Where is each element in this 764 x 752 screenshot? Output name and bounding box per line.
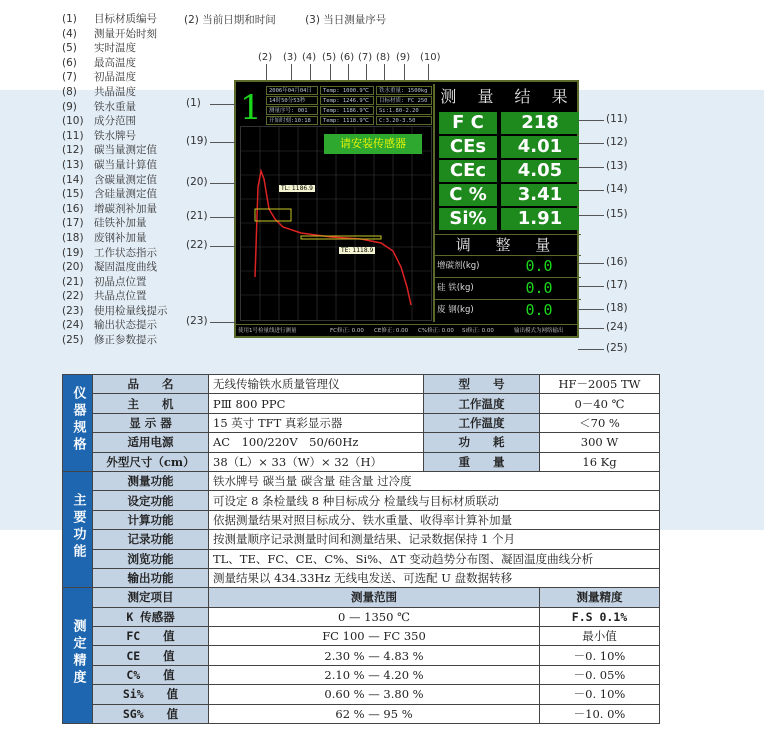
- callout-line: [578, 143, 604, 144]
- legend-number: (17): [62, 217, 84, 230]
- spec-value: 无线传输铁水质量管理仪: [209, 375, 424, 394]
- legend-text: 凝固温度曲线: [94, 261, 157, 274]
- ce-correction: CE修正: 0.00: [374, 328, 409, 334]
- legend-number: (15): [62, 188, 84, 201]
- right-callout: (12): [606, 136, 628, 148]
- legend-item: [62, 318, 168, 333]
- legend-item: [62, 114, 168, 129]
- legend-number: (18): [62, 231, 84, 244]
- legend-number: (10): [62, 115, 84, 128]
- accuracy-range: 0.60 % — 3.80 %: [209, 685, 540, 704]
- spec-value: ＜70 %: [540, 413, 660, 432]
- legend-text: 使用检量线提示: [94, 304, 168, 317]
- right-callout: (14): [606, 183, 628, 195]
- table-row: [63, 394, 660, 413]
- table-row: [63, 471, 660, 490]
- result-row: [439, 160, 579, 182]
- legend-number: (5): [62, 42, 77, 55]
- table-row: [63, 588, 660, 607]
- range-si: Si:1.80-2.20: [376, 106, 432, 115]
- table-row: [63, 491, 660, 510]
- adjust-label: 增碳剂(kg): [437, 261, 480, 271]
- callout-line: [210, 142, 236, 143]
- start-time-display: 开始时刻:10:18: [266, 116, 318, 125]
- spec-key: 显 示 器: [93, 413, 209, 432]
- status-message: 请安装传感器: [324, 134, 422, 154]
- status-bar: [236, 324, 579, 336]
- spec-key: 适用电源: [93, 433, 209, 452]
- adjust-row: [435, 255, 581, 276]
- left-callout: (19): [186, 135, 208, 147]
- result-value: 3.41: [501, 184, 579, 206]
- legend-number: (1): [62, 13, 77, 25]
- legend-number: (12): [62, 144, 84, 157]
- legend-text: 含碳量测定值: [94, 173, 157, 186]
- accuracy-header: 测量精度: [540, 588, 660, 607]
- accuracy-value: －10. 0%: [540, 704, 660, 723]
- legend-text: 目标材质编号: [94, 13, 157, 25]
- accuracy-header: 测量范围: [209, 588, 540, 607]
- left-callout: (22): [186, 239, 208, 251]
- legend-text: 最高温度: [94, 56, 136, 69]
- callout-line: [210, 104, 236, 105]
- table-row: [63, 413, 660, 432]
- legend-text: 修正参数提示: [94, 334, 157, 347]
- accuracy-item: K 传感器: [93, 607, 209, 626]
- legend-number: (16): [62, 202, 84, 215]
- function-value: TL、TE、FC、CE、C%、Si%、ΔT 变动趋势分布图、凝固温度曲线分析: [209, 549, 660, 568]
- legend-item: [62, 333, 168, 348]
- callout-line: [578, 190, 604, 191]
- result-row: [439, 136, 579, 158]
- legend-number: (4): [62, 27, 77, 40]
- legend-item: [62, 158, 168, 173]
- top-callout: (10): [420, 52, 441, 63]
- callout-line: [578, 328, 604, 329]
- legend-text: 碳当量测定值: [94, 144, 157, 157]
- callout-line: [578, 263, 604, 264]
- spec-key: 功 耗: [424, 433, 540, 452]
- spec-value: 300 W: [540, 433, 660, 452]
- instrument-screen: [234, 80, 579, 338]
- spec-key: 外型尺寸（cm）: [93, 452, 209, 471]
- callout-line: [210, 322, 236, 323]
- accuracy-item: CE 值: [93, 646, 209, 665]
- result-value: 1.91: [501, 208, 579, 230]
- liquidus-temp: Temp: 1186.9℃: [320, 106, 374, 115]
- function-key: 浏览功能: [93, 549, 209, 568]
- legend-text: 工作状态指示: [94, 246, 157, 259]
- legend-item: [62, 100, 168, 115]
- left-callout: (20): [186, 176, 208, 188]
- top-legend: [184, 12, 412, 27]
- top-callout: (4): [302, 52, 317, 63]
- legend-text: 实时温度: [94, 42, 136, 55]
- results-title: 测 量 结 果: [440, 87, 576, 106]
- legend-item: [62, 289, 168, 304]
- spec-value: AC 100/220V 50/60Hz: [209, 433, 424, 452]
- spec-value: 38（L）× 33（W）× 32（H）: [209, 452, 424, 471]
- legend-number: (9): [62, 100, 77, 113]
- target-material-number: 1: [240, 88, 262, 128]
- accuracy-header: 测定项目: [93, 588, 209, 607]
- spec-key: 主 机: [93, 394, 209, 413]
- right-callout: (24): [606, 321, 628, 333]
- callout-line: [578, 120, 604, 121]
- table-row: [63, 549, 660, 568]
- result-label: F C: [439, 112, 497, 134]
- table-row: [63, 568, 660, 587]
- function-key: 设定功能: [93, 491, 209, 510]
- eutectic-temp: Temp: 1118.9℃: [320, 116, 374, 125]
- legend-item: [62, 202, 168, 217]
- legend-number: (8): [62, 85, 77, 98]
- legend-item: [62, 70, 168, 85]
- right-callout: (16): [606, 256, 628, 268]
- table-row: [63, 685, 660, 704]
- accuracy-item: Si% 值: [93, 685, 209, 704]
- c-correction: C%修正: 0.00: [418, 328, 454, 334]
- legend-item: [62, 41, 168, 56]
- top-callout: (7): [358, 52, 373, 63]
- result-value: 218: [501, 112, 579, 134]
- adjust-value: 0.0: [525, 301, 553, 319]
- legend-number: (14): [62, 173, 84, 186]
- legend-number: (22): [62, 290, 84, 303]
- result-row: [439, 184, 579, 206]
- table-row: [63, 375, 660, 394]
- tl-label: TL: 1186.9: [281, 185, 313, 192]
- accuracy-item: FC 值: [93, 627, 209, 646]
- function-value: 可设定 8 条检量线 8 种目标成分 检量线与目标材质联动: [209, 491, 660, 510]
- legend-item: [62, 231, 168, 246]
- adjust-label: 硅 铁(kg): [437, 283, 474, 293]
- legend-item: [62, 260, 168, 275]
- table-row: [63, 452, 660, 471]
- legend-text: 共晶温度: [94, 85, 136, 98]
- legend-text: 初晶温度: [94, 71, 136, 84]
- spec-key: 重 量: [424, 452, 540, 471]
- spec-key: 型 号: [424, 375, 540, 394]
- legend-item: [62, 304, 168, 319]
- right-callout: (25): [606, 342, 628, 354]
- legend-number: (20): [62, 261, 84, 274]
- section-label-text: 主要功能: [70, 493, 86, 562]
- section-label: [63, 375, 93, 472]
- time-display: 14时50分53秒: [266, 96, 318, 105]
- function-key: 输出功能: [93, 568, 209, 587]
- function-key: 计算功能: [93, 510, 209, 529]
- result-label: C %: [439, 184, 497, 206]
- table-row: [63, 665, 660, 684]
- top-legend-item: (3) 当日测量序号: [305, 14, 387, 26]
- function-key: 测量功能: [93, 471, 209, 490]
- adjust-value: 0.0: [525, 279, 553, 297]
- target-material: 目标材质: FC 250: [376, 96, 432, 105]
- legend-number: (7): [62, 71, 77, 84]
- calibration-line-hint: 使用1号检量线进行测量: [238, 328, 297, 334]
- legend-text: 硅铁补加量: [94, 217, 147, 230]
- accuracy-item: SG% 值: [93, 704, 209, 723]
- legend-number: (11): [62, 129, 84, 142]
- spec-value: 0－40 ℃: [540, 394, 660, 413]
- iron-weight: 铁水重量: 1500kg: [376, 86, 432, 95]
- spec-value: 15 英寸 TFT 真彩显示器: [209, 413, 424, 432]
- results-panel: [433, 84, 579, 322]
- legend-item: [62, 275, 168, 290]
- right-callout: (13): [606, 160, 628, 172]
- accuracy-value: －0. 05%: [540, 665, 660, 684]
- function-value: 测量结果以 434.33Hz 无线电发送、可选配 U 盘数据转移: [209, 568, 660, 587]
- left-callout: (23): [186, 315, 208, 327]
- spec-value: 16 Kg: [540, 452, 660, 471]
- top-callout: (6): [340, 52, 355, 63]
- legend-text: 碳当量计算值: [94, 158, 157, 171]
- function-key: 记录功能: [93, 530, 209, 549]
- accuracy-range: 2.30 % — 4.83 %: [209, 646, 540, 665]
- top-callout: (5): [322, 52, 337, 63]
- left-callout: (21): [186, 210, 208, 222]
- result-label: CEc: [439, 160, 497, 182]
- top-callout: (3): [283, 52, 298, 63]
- spec-table: [62, 374, 660, 724]
- result-row: [439, 112, 579, 134]
- top-callout: (9): [396, 52, 411, 63]
- legend-text: 铁水重量: [94, 100, 136, 113]
- right-callout: (18): [606, 302, 628, 314]
- legend-item: [62, 12, 168, 27]
- section-label-text: 仪器规格: [70, 386, 86, 455]
- legend-item: [62, 187, 168, 202]
- legend-text: 废钢补加量: [94, 231, 147, 244]
- max-temp: Temp: 1246.9℃: [320, 96, 374, 105]
- legend-text: 成分范围: [94, 115, 136, 128]
- callout-line: [578, 349, 604, 350]
- legend-item: [62, 246, 168, 261]
- legend-text: 铁水牌号: [94, 129, 136, 142]
- callout-line: [578, 286, 604, 287]
- accuracy-value: 最小值: [540, 627, 660, 646]
- legend-number: (13): [62, 158, 84, 171]
- date-display: 2006年04月04日: [266, 86, 318, 95]
- section-label-text: 测定精度: [70, 619, 86, 688]
- adjust-row: [435, 299, 581, 320]
- right-callout: (17): [606, 279, 628, 291]
- callout-line: [210, 246, 236, 247]
- legend-text: 增碳剂补加量: [94, 202, 157, 215]
- table-row: [63, 704, 660, 723]
- top-callout: (8): [376, 52, 391, 63]
- table-row: [63, 627, 660, 646]
- legend-text: 输出状态提示: [94, 319, 157, 332]
- result-value: 4.01: [501, 136, 579, 158]
- legend-item: [62, 143, 168, 158]
- result-label: Si%: [439, 208, 497, 230]
- accuracy-item: C% 值: [93, 665, 209, 684]
- table-row: [63, 646, 660, 665]
- accuracy-range: 62 % — 95 %: [209, 704, 540, 723]
- legend-number: (24): [62, 319, 84, 332]
- table-row: [63, 433, 660, 452]
- legend-item: [62, 27, 168, 42]
- callout-line: [578, 167, 604, 168]
- callout-line: [210, 217, 236, 218]
- legend-text: 初晶点位置: [94, 275, 147, 288]
- table-row: [63, 510, 660, 529]
- spec-value: HF－2005 TW: [540, 375, 660, 394]
- adjust-label: 废 钢(kg): [437, 305, 474, 315]
- callout-line: [578, 215, 604, 216]
- legend-number: (21): [62, 275, 84, 288]
- callout-line: [210, 183, 236, 184]
- result-label: CEs: [439, 136, 497, 158]
- legend-text: 共晶点位置: [94, 290, 147, 303]
- cooling-curve-svg: [241, 127, 431, 320]
- cooling-curve-graph: [240, 126, 432, 321]
- accuracy-value: F.S 0.1%: [540, 607, 660, 626]
- left-callout: (1): [186, 97, 201, 109]
- fc-correction: FC修正: 0.00: [330, 328, 364, 334]
- top-callout: (2): [258, 52, 273, 63]
- section-label: [63, 588, 93, 724]
- si-correction: Si修正: 0.00: [462, 328, 494, 334]
- legend-item: [62, 216, 168, 231]
- spec-key: 品 名: [93, 375, 209, 394]
- accuracy-range: 2.10 % — 4.20 %: [209, 665, 540, 684]
- adjust-title: 调 整 量: [435, 234, 581, 254]
- result-value: 4.05: [501, 160, 579, 182]
- accuracy-range: 0 — 1350 ℃: [209, 607, 540, 626]
- function-value: 依据测量结果对照目标成分、铁水重量、收得率计算补加量: [209, 510, 660, 529]
- function-value: 按测量顺序记录测量时间和测量结果、记录数据保持 1 个月: [209, 530, 660, 549]
- legend-item: [62, 85, 168, 100]
- spec-key: 工作温度: [424, 394, 540, 413]
- top-legend-item: (2) 当前日期和时间: [184, 14, 276, 26]
- legend-number: (23): [62, 304, 84, 317]
- legend-text: 测量开始时刻: [94, 27, 157, 40]
- range-c: C:3.20-3.50: [376, 116, 432, 125]
- output-mode: 输出模式为网络输出: [514, 328, 564, 334]
- table-row: [63, 607, 660, 626]
- result-row: [439, 208, 579, 230]
- right-callout: (15): [606, 208, 628, 220]
- spec-key: 工作温度: [424, 413, 540, 432]
- function-value: 铁水牌号 碳当量 碳含量 硅含量 过冷度: [209, 471, 660, 490]
- legend-text: 含硅量测定值: [94, 188, 157, 201]
- section-label: [63, 471, 93, 587]
- adjust-row: [435, 277, 581, 298]
- accuracy-value: －0. 10%: [540, 646, 660, 665]
- callout-line: [578, 309, 604, 310]
- legend-item: [62, 173, 168, 188]
- legend-item: [62, 129, 168, 144]
- right-callout: (11): [606, 113, 628, 125]
- te-label: TE: 1118.9: [341, 247, 374, 254]
- legend-list: [62, 12, 168, 348]
- adjust-value: 0.0: [525, 257, 553, 275]
- realtime-temp: Temp: 1000.9℃: [320, 86, 374, 95]
- accuracy-value: －0. 10%: [540, 685, 660, 704]
- legend-item: [62, 56, 168, 71]
- table-row: [63, 530, 660, 549]
- sequence-display: 测量序号: 001: [266, 106, 318, 115]
- legend-number: (19): [62, 246, 84, 259]
- spec-value: PⅢ 800 PPC: [209, 394, 424, 413]
- legend-number: (25): [62, 334, 84, 347]
- legend-number: (6): [62, 56, 77, 69]
- accuracy-range: FC 100 — FC 350: [209, 627, 540, 646]
